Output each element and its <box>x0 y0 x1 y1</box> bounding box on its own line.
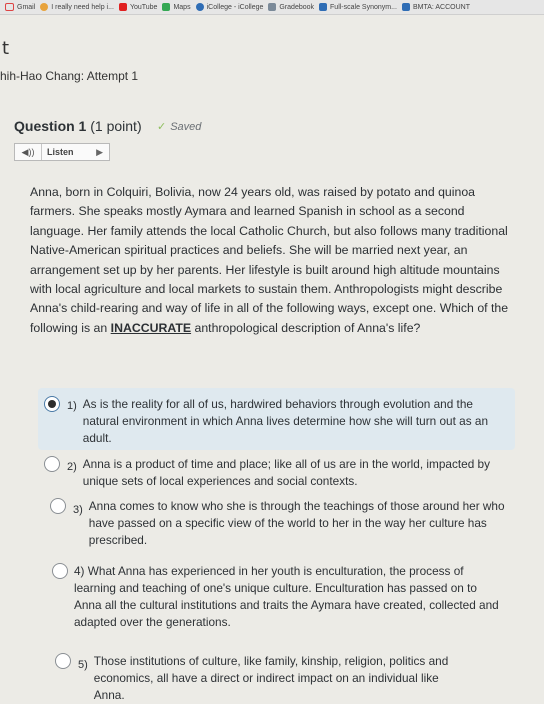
bookmark-account[interactable]: BMTA: ACCOUNT <box>402 3 470 11</box>
option-number: 5) <box>78 659 88 671</box>
answer-option-3[interactable] <box>50 498 514 549</box>
prompt-text: Anna, born in Colquiri, Bolivia, now 24 years old, was raised by potato and quinoa farmers. She speaks mostly Aymara and learned Spanish in school as a second language. Her family attends the local Catholic Church, but also follows many traditional Native-American spiritual practices and beliefs. She will be married next year, an arrangement set up by her parents. Her lifestyle is built around high altitude mountains with local agriculture and local markets to sustain them. Anthropologists might describe Anna's child-rearing and way of life in all of the following ways, except one. Which of the following is an <box>30 185 509 335</box>
gradebook-icon <box>268 3 276 11</box>
option-text: 4) What Anna has experienced in her youth is enculturation, the process of learning and teaching of one's unique culture. Enculturation has passed on to Anna all the cultural institutions and traits the Aymara have created, collected and adapted over the generations. <box>74 564 499 629</box>
answer-option-1[interactable] <box>44 396 514 447</box>
bookmark-synonym[interactable]: Full-scale Synonym... <box>319 3 397 11</box>
option-number: 3) <box>73 504 83 516</box>
speaker-icon: ◀)) <box>15 144 42 160</box>
option-number: 4) <box>74 564 85 578</box>
radio-button[interactable] <box>44 456 60 472</box>
prompt-end: anthropological description of Anna's life? <box>191 320 421 335</box>
youtube-icon <box>119 3 127 11</box>
answer-option-2[interactable] <box>44 456 514 490</box>
bookmarks-bar <box>0 0 544 15</box>
listen-label: Listen <box>47 147 74 157</box>
checkmark-icon: ✓ <box>157 121 167 133</box>
option-number: 1) <box>67 400 77 412</box>
saved-status <box>157 120 201 133</box>
help-icon <box>40 3 48 11</box>
radio-selected-dot <box>48 400 56 408</box>
listen-button[interactable] <box>14 143 110 161</box>
option-text: Anna is a product of time and place; like all of us are in the world, impacted by unique sets of local experiences and social contexts. <box>82 457 490 488</box>
maps-icon <box>162 3 170 11</box>
bookmark-gradebook[interactable]: Gradebook <box>268 3 314 11</box>
bookmark-icollege[interactable]: iCollege - iCollege <box>196 3 264 11</box>
question-points: (1 point) <box>90 118 142 134</box>
radio-button[interactable] <box>44 396 60 412</box>
option-text: Anna comes to know who she is through the teachings of those around her who have passed on a specific view of the world to her in the way her culture has prescribed. <box>88 499 505 547</box>
attempt-title: hih-Hao Chang: Attempt 1 <box>0 69 139 83</box>
option-text: As is the reality for all of us, hardwired behaviors through evolution and the natural environment in which Anna lives determine how she will turn out as an adult. <box>82 397 489 445</box>
synonym-icon <box>319 3 327 11</box>
radio-button[interactable] <box>52 563 68 579</box>
bookmark-help[interactable]: I really need help i... <box>40 3 114 11</box>
bookmark-gmail[interactable]: Gmail <box>5 3 35 11</box>
college-icon <box>196 3 204 11</box>
option-text: Those institutions of culture, like family, kinship, religion, politics and economics, all have a direct or indirect impact on an individual like Anna. <box>93 654 449 702</box>
play-icon[interactable]: ▶ <box>96 146 103 157</box>
radio-button[interactable] <box>55 653 71 669</box>
answer-option-5[interactable] <box>55 653 514 704</box>
account-icon <box>402 3 410 11</box>
option-number: 2) <box>67 461 77 473</box>
answer-option-4[interactable] <box>52 563 514 631</box>
gmail-icon <box>5 3 14 11</box>
question-number: Question 1 <box>14 118 87 134</box>
prompt-emphasis: INACCURATE <box>110 320 192 335</box>
question-prompt <box>30 183 520 338</box>
bookmark-youtube[interactable]: YouTube <box>119 3 158 11</box>
bookmark-maps[interactable]: Maps <box>162 3 190 11</box>
radio-button[interactable] <box>50 498 66 514</box>
question-title <box>14 118 142 134</box>
saved-label: Saved <box>170 121 202 133</box>
site-logo-icon: t <box>2 38 10 59</box>
